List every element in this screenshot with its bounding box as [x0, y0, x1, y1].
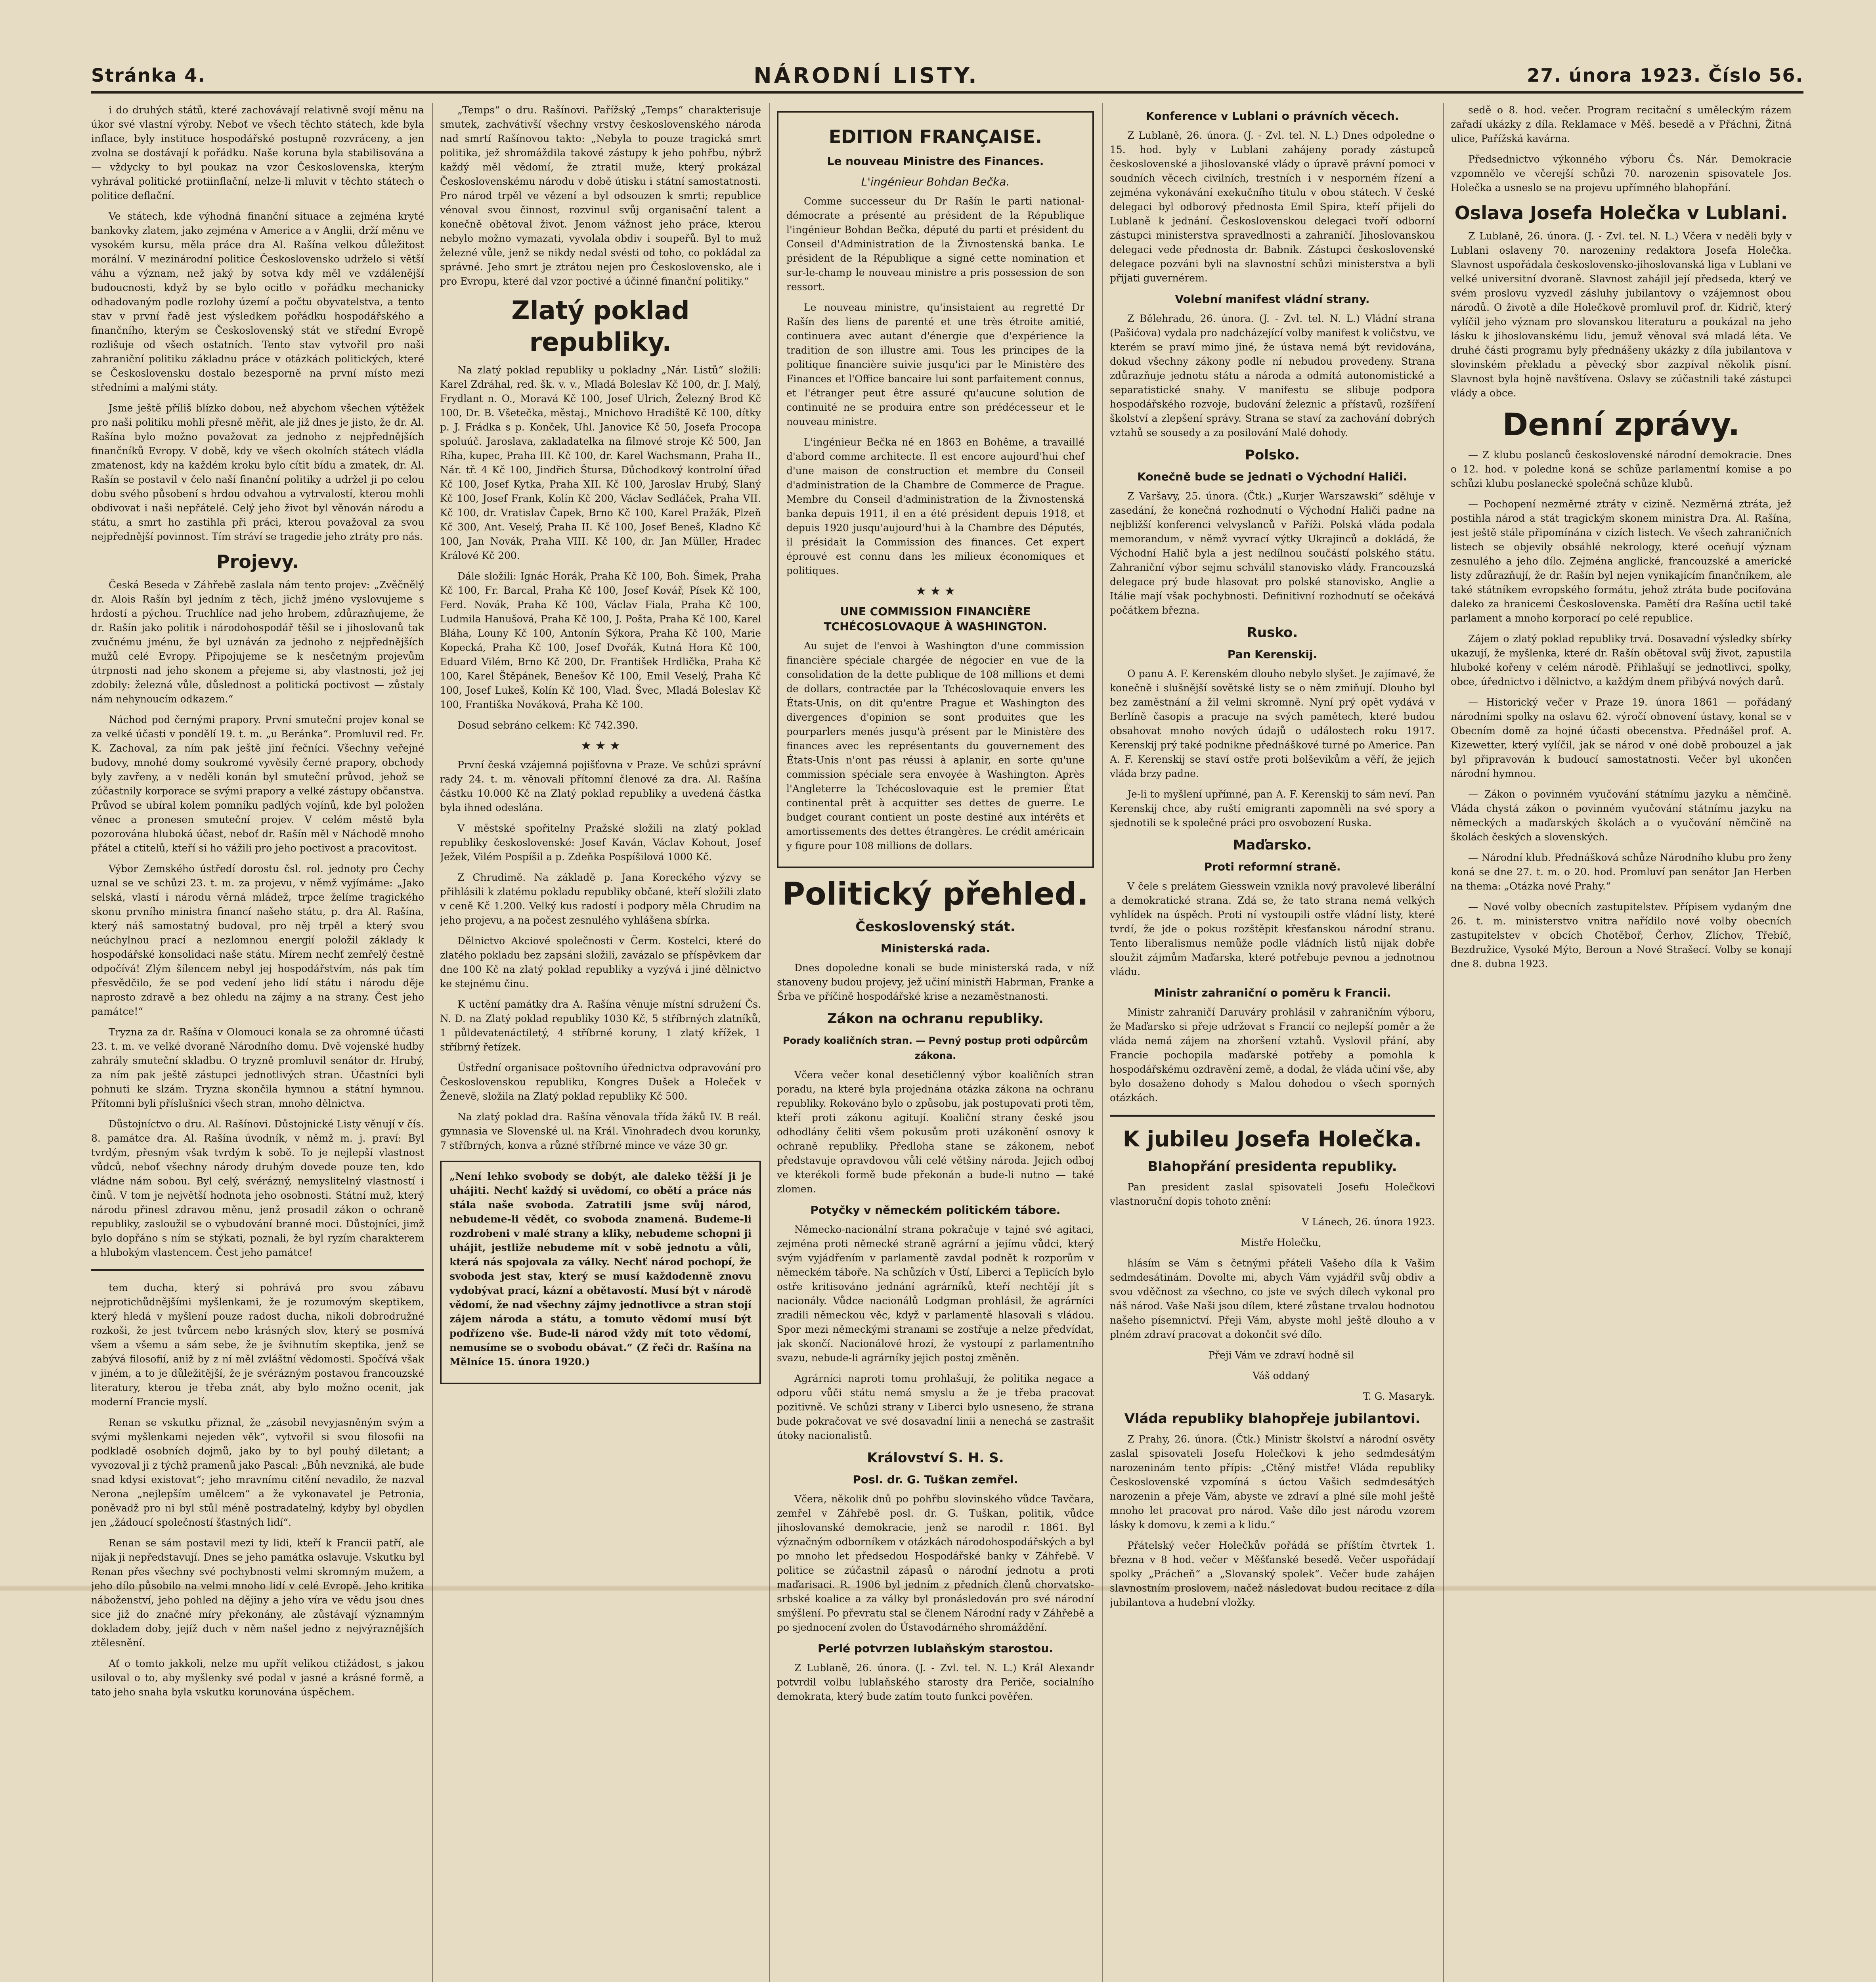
section-heading: K jubileu Josefa Holečka.	[1123, 1127, 1422, 1152]
section-heading: Politický přehled.	[782, 876, 1089, 912]
donor-total: Dosud sebráno celkem: Kč 742.390.	[457, 719, 639, 731]
article-paragraph: Výbor Zemského ústředí dorostu čsl. rol. jednoty pro Čechy uznal se ve schůzi 23. t. m. za projevu, v němž vyjímáme: „Jako selská, vlastí i národu věrná mládež, trpce želíme tragického skonu prvního ministra financí našeho státu, p. dra Al. Rašína, který náš samostatný budoval, pro něj trpěl a který svou neúchylnou prací a nezlomnou energií položil základy k hospodářské konsolidaci naše státu. Mírem nechť zemřelý čestně odpočívá! Zlým šílencem nebyl jej hospodářstvím, nás pak tím přesvědčilo, že se pod vedení jeho lidí státu i národu děje naprosto zdravě a bez ohledu na zájmy a na strany. Čest jeho památce!“	[91, 863, 424, 1017]
page-header	[91, 59, 1803, 94]
article-paragraph: Náchod pod černými prapory. První smuteční projev konal se za velké účasti v pondělí 19. t. m. „u Beránka“. Promluvil red. Fr. K. Zachoval, za ním pak ještě jiní řečníci. Všechny veřejné budovy, mnohé domy soukromé vyvěsily černé prapory, obchody byly zavřeny, a v neděli konán byl smuteční průvod, jehož se zúčastnily korporace se svými prapory a velké zástupy občanstva. Průvod se ubíral kolem pomníku padlých vojínů, kde byl položen věnec a pronesen smuteční projev. V celém městě byla pozorována hluboká účast, neboť dr. Rašín měl v Náchodě mnoho přátel a ctitelů, kteří si ho vážili pro jeho poctivost a pracovitost.	[91, 714, 424, 854]
article-paragraph: V čele s prelátem Giesswein vznikla nový pravolevé liberální a demokratické strana. Zdá se, že tato strana nemá velkých vyhlídek na úspěch. Proti ní vystoupili ostře vládní listy, které tvrdí, že jde o pokus rozštěpit křesťanskou národní stranu. Tento liberalismus nemůže podle vládních listů nijak dobře sloužit zájmům Maďarska, které potřebuje pevnou a jednotnou vládu.	[1110, 880, 1435, 978]
letter-body: hlásím se Vám s četnými přáteli Vašeho díla k Vašim sedmdesátinám. Dovolte mi, abych Vám vyjádřil svůj obdiv a svou vděčnost za všechno, co jste ve svých dílech vykonal pro náš národ. Vaše Naši jsou dílem, které zůstane trvalou hodnotou našeho písemnictví. Přeji Vám, abyste mohl ještě dlouho a v plném zdraví pracovat a dokončit své dílo.	[1110, 1257, 1435, 1340]
article-heading: Zákon na ochranu republiky.	[827, 1011, 1044, 1027]
article-paragraph: Le nouveau ministre, qu'insistaient au regretté Dr Rašín des liens de parenté et une très étroite amitié, continuera avec autant d'énergie que d'expérience la tradition de son illustre ami. Tous les principes de la politique financière suivie jusqu'ici par le Ministère des Finances et l'Office bancaire lui sont parfaitement connus, et l'étranger peut être assuré qu'aucune solution de continuité ne se produira entre son prédécesseur et le nouveau ministre.	[786, 302, 1084, 427]
article-paragraph: Předsednictvo výkonného výboru Čs. Nár. Demokracie vzpomnělo ve včerejší schůzi 70. narozenin spisovatele Jos. Holečka a usneslo se na projevu upřímného blahopřání.	[1451, 153, 1792, 193]
article-divider	[91, 1269, 424, 1271]
subsection-heading: Československý stát.	[855, 919, 1015, 935]
column-2	[440, 103, 761, 1982]
column-rule	[769, 103, 770, 1982]
article-paragraph: Je-li to myšlení upřímné, pan A. F. Kerenskij to sám neví. Pan Kerenskij chce, aby ruští emigranti zapomněli na své spory a sjednotili se k společné práci pro osvobození Ruska.	[1110, 788, 1435, 828]
letter-closing: Přeji Vám ve zdraví hodně sil	[1208, 1349, 1354, 1361]
article-paragraph: Comme successeur du Dr Rašín le parti national-démocrate a présenté au président de la République l'ingénieur Bohdan Bečka, député du parti et président du Conseil d'Administration de la Živnostenská banka. Le président de la République a signé cette nomination et sur-le-champ le nouveau ministre a pris possession de son ressort.	[786, 195, 1084, 293]
article-heading: Konference v Lublani o právních věcech.	[1145, 109, 1399, 122]
feuilleton-paragraph: Renan se sám postavil mezi ty lidi, kteří k Francii patří, ale nijak ji nepředstavují. Dnes se jeho památka oslavuje. Vskutku byl Renan přes všechny své pochybnosti velmi skromným mužem, a jeho dílo působilo na velmi mnoho lidí v celé Evropě. Jeho kritika náboženství, jeho pohled na dějiny a jeho víra ve vědu jsou dnes sice již do značné míry překonány, ale zůstávají významným dokladem doby, jejíž duch v něm našel jedno z nejvýraznějších ztělesnění.	[91, 1537, 424, 1649]
article-paragraph: Zájem o zlatý poklad republiky trvá. Dosavadní výsledky sbírky ukazují, že myšlenka, které dr. Rašín obětoval svůj život, zapustila hluboké kořeny v celém národě. Přihlašují se jednotlivci, spolky, obce, úřednictvo i dělnictvo, a každým dnem přibývá nových darů.	[1451, 633, 1792, 687]
article-paragraph: První česká vzájemná pojišťovna v Praze. Ve schůzi správní rady 24. t. m. věnovali přítomní členové za dra. Al. Rašína částku 10.000 Kč na Zlatý poklad republiky a uvedená částka byla ihned odeslána.	[440, 759, 761, 813]
header-date-issue: 27. února 1923. Číslo 56.	[1527, 65, 1803, 86]
article-paragraph: Z Lublaně, 26. února. (J. - Zvl. tel. N. L.) Dnes odpoledne o 15. hod. byly v Lublani zahájeny porady zástupců československé a jihoslovanské vlády o úpravě právní pomoci v soudních věcech civilních, trestních i v nesporném řízení a zejména vykonávání exekučního titulu v obou státech. V české delegaci byl odborový přednosta Emil Spira, kteří přijeli do Lublaně k jednání. Československou delegaci tvoří odborní zástupci ministerstva spravedlnosti a zahraničí. Jihoslovanskou delegaci vede přednosta dr. Babnik. Zástupci československé delegace pozváni byli na slavnostní schůzi ministerstva a byli přijati guvernérem.	[1110, 130, 1435, 284]
article-paragraph: — Historický večer v Praze 19. února 1861 — pořádaný národními spolky na oslavu 62. výročí obnovení ústavy, konal se v Obecním domě za hojné účasti obecenstva. Přednášel prof. A. Kizewetter, který vylíčil, jak se národ v oné době probouzel a jak byl připravován k budoucí samostatnosti. Večer byl ukončen národní hymnou.	[1451, 696, 1792, 779]
article-heading: Perlé potvrzen lublaňským starostou.	[818, 1642, 1053, 1655]
article-paragraph: Pan president zaslal spisovateli Josefu Holečkovi vlastnoruční dopis tohoto znění:	[1110, 1181, 1435, 1207]
article-paragraph: Ústřední organisace poštovního úřednictva odpravování pro Československou republiku, Kongres Dušek a Holeček v Ženevě, složila na Zlatý poklad republiky Kč 500.	[440, 1062, 761, 1102]
feuilleton-paragraph: Ať o tomto jakkoli, nelze mu upřít velikou ctižádost, s jakou usiloval o to, aby myšlenky své podal v jasné a krásné formě, a tato jeho snaha byla vskutku korunována úspěchem.	[91, 1658, 424, 1698]
article-divider	[1110, 1115, 1435, 1117]
article-paragraph: — Z klubu poslanců československé národní demokracie. Dnes o 12. hod. v poledne koná se schůze parlamentní komise a po schůzi klubu poslanecké společná schůze klubů.	[1451, 449, 1792, 489]
article-paragraph: Jsme ještě příliš blízko dobou, než abychom všechen výtěžek pro naši politiku mohli přesně měřit, ale již dnes je jisto, že dr. Al. Rašína bylo možno považovat za jednoho z nejpřednějších finančníků Evropy. V době, kdy ve všech okolních státech vládla zmatenost, kdy na každém kroku bylo cítit bídu a zmatek, dr. Al. Rašín se postavil v čelo naší finanční politiky a udržel ji po celou dobu svého působení s hrdou odvahou a vytrvalostí, kterou mohli obdivovat i naši nepřátelé. Celý jeho život byl věnován národu a státu, a smrt ho zastihla při práci, kterou považoval za svou nejpřednější povinnost. Tím stráví se tragedie jeho ztráty pro nás.	[91, 402, 424, 542]
column-1	[91, 103, 424, 1982]
donor-list: Na zlatý poklad republiky u pokladny „Nár. Listů“ složili: Karel Zdráhal, red. šk. v. v., Mladá Boleslav Kč 100, dr. J. Malý, Frydlant n. O., Moravá Kč 100, Josef Ulrich, Železný Brod Kč 100, Dr. B. Všetečka, městaj., Mnichovo Hradiště Kč 100, dítky p. J. Frádka s p. Konček, Uhl. Janovice Kč 50, Josefa Procopa spoluúč. Jaroslava, zakladatelka na filmové stroje Kč 500, Jan Ríha, kupec, Praha III. Kč 100, dr. Karel Wachsmann, Praha II., Nár. tř. 4 Kč 100, Jindřich Štursa, Důchodkový kontrolní úřad Kč 100, Josef Kytka, Praha XII. Kč 100, Jaroslav Hrubý, Slaný Kč 100, Josef Frank, Kolín Kč 200, Václav Sedláček, Praha VII. Kč 100, dr. Vratislav Čapek, Brno Kč 100, Karel Pražák, Plzeň Kč 300, Ant. Veselý, Praha II. Kč 100, Josef Beneš, Kladno Kč 100, Jan Novák, Praha VIII. Kč 100, dr. Jan Müller, Hradec Králové Kč 200.	[440, 364, 761, 561]
article-paragraph: Včera, několik dnů po pohřbu slovinského vůdce Tavčara, zemřel v Záhřebě posl. dr. G. Tuškan, politik, vůdce jihoslovanské demokracie, jenž se narodil r. 1861. Byl význačným odborníkem v otázkách národohospodářských a byl po mnoho let předsedou Hospodářské banky v Záhřebě. V politice se zúčastnil zápasů o národní jednotu a proti maďarisaci. R. 1906 byl jedním z předních členů chorvatsko-srbské koalice a za války byl pronásledován pro své národní smýšlení. Po převratu stal se členem Národní rady v Záhřebě a po sjednocení zvolen do Ústavodárného shromáždění.	[777, 1493, 1094, 1633]
section-separator: ★ ★ ★	[581, 739, 620, 753]
article-paragraph: L'ingénieur Bečka né en 1863 en Bohême, a travaillé d'abord comme architecte. Il est encore aujourd'hui chef d'une maison de construction et membre du Conseil d'administration de la Chambre de Commerce de Prague. Membre du Conseil d'administration de la Živnostenská banka depuis 1911, il en a été président depuis 1918, et depuis 1920 jusqu'aujourd'hui à la Chambre des Députés, il présidait la Commission des finances. Cet expert éprouvé est connu dans les milieux économiques et politiques.	[786, 436, 1084, 576]
article-heading: Proti reformní straně.	[1204, 860, 1341, 873]
article-paragraph: — Národní klub. Přednášková schůze Národního klubu pro ženy koná se dne 27. t. m. o 20. hod. Promluví pan senátor Jan Herben na thema: „Otázka nové Prahy.“	[1451, 852, 1792, 892]
article-paragraph: Německo-nacionální strana pokračuje v tajné své agitaci, zejména proti německé straně agrární a jejímu vůdci, který svým vyjádřením v parlamentě zavdal podnět k rozporům v německém táboře. Na schůzích v Ústí, Liberci a Teplicích bylo ostře kritisováno jednání agrárníků, kteří nechtějí jít s nacionály. Vůdce nacionálů Lodgman prohlásil, že agrárníci zradili německou věc, když v parlamentě hlasovali s vládou. Spor mezi německými stranami se zostřuje a nelze předvídat, jak skončí. Nacionálové hrozí, že vystoupí z parlamentního svazu, nebude-li agrárníky jejich postoj změněn.	[777, 1224, 1094, 1364]
letter-signature: T. G. Masaryk.	[1363, 1391, 1435, 1402]
article-heading: Blahopřání presidenta republiky.	[1147, 1159, 1397, 1175]
column-rule	[1102, 103, 1103, 1982]
column-rule	[432, 103, 433, 1982]
article-paragraph: Dělnictvo Akciové společnosti v Čerm. Kostelci, které do zlatého pokladu bez zapsáni složili, zavázalo se příspěvkem dar dne 100 Kč na zlatý poklad republiky a vyzývá i jiné dělnictvo ke stejnému činu.	[440, 935, 761, 989]
article-paragraph: sedě o 8. hod. večer. Program recitační s uměleckým rázem zařadí ukázky z díla. Reklamace v Měš. besedě a v Přáchni, Žitná ulice, Pařížská kavárna.	[1451, 104, 1792, 144]
article-paragraph: Z Chrudimě. Na základě p. Jana Koreckého výzvy se přihlásili k zlatému pokladu republiky občané, kteří složili zlato v ceně Kč 1.200. Velký kus radostí i podpory měla Chrudim na jeho projevu, a na počest zesnulého vyhlášena sbírka.	[440, 872, 761, 926]
article-paragraph: Z Bělehradu, 26. února. (J. - Zvl. tel. N. L.) Vládní strana (Pašićova) vydala pro nadcházející volby manifest k voličstvu, ve kterém se praví mimo jiné, že ústava nemá být revidována, dokud všechny zákony podle ní nebudou provedeny. Strana zdůrazňuje jednotu státu a národa a odmítá autonomistické a separatistické snahy. V manifestu se slibuje podpora hospodářského rozvoje, budování železnic a přístavů, rozšíření školství a zlepšení správy. Strana se staví za zachování dobrých vztahů se sousedy a za posilování Malé dohody.	[1110, 313, 1435, 438]
article-paragraph: O panu A. F. Kerenském dlouho nebylo slyšet. Je zajímavé, že konečně i slušnější sovětské listy se o něm zmiňují. Dlouho byl bez zaměstnání a žil velmi skromně. Nyní prý opět vydává v Berlíně časopis a pracuje na svých pamětech, které budou obsahovat mnoho nových údajů o událostech roku 1917. Kerenskij prý také podnikne přednáškové turné po Americe. Pan A. F. Kerenskij se staví ostře proti bolševikům a věří, že jejich vláda brzy padne.	[1110, 668, 1435, 779]
feuilleton-paragraph: Renan se vskutku přiznal, že „zásobil nevyjasněným svým a svými myšlenkami nejeden věk“, vytvořil si svou filosofii na podkladě osobních dojmů, jako by to byl pouhý diletant; a vyvozoval ji z týchž pramenů jako Pascal: „Bůh nevzniká, ale bude snad kdysi existovat“; jeho mravnímu citění nevadilo, že nazval Nerona „nejlepším umělcem“ a že vykonavatel je Petronia, poněvadž pro ni byl stůl méně postradatelný, kdyby byl obydlen jen „žádoucí společností šťastných lidí“.	[91, 1417, 424, 1528]
letter-salutation: Mistře Holečku,	[1240, 1237, 1321, 1248]
quote-box	[440, 1161, 761, 1384]
article-paragraph: Ministr zahraničí Daruváry prohlásil v zahraničním výboru, že Maďarsko si přeje udržovat s Francií co nejlepší poměr a že vláda nemá zájem na zhoršení vztahů. Vyslovil přání, aby Francie pochopila maďarské potřeby a pomohla k hospodářskému ozdravění země, a dodal, že vláda učiní vše, aby bylo dosaženo dohody s Malou dohodou o všech sporných otázkách.	[1110, 1006, 1435, 1104]
article-heading: Vláda republiky blahopřeje jubilantovi.	[1124, 1411, 1421, 1427]
article-heading: Volební manifest vládní strany.	[1175, 293, 1370, 306]
article-heading: UNE COMMISSION FINANCIÈRE TCHÉCOSLOVAQUE À WASHINGTON.	[824, 605, 1047, 633]
article-paragraph: Dnes dopoledne konali se bude ministerská rada, v níž stanoveny budou projevy, jež učiní ministři Habrman, Franke a Šrba ve příčině hospodářské krise a nezaměstnanosti.	[777, 962, 1094, 1002]
article-paragraph: Přátelský večer Holečkův pořádá se příštím čtvrtek 1. března v 8 hod. večer v Měšťanské besedě. Večer uspořádají spolky „Prácheň“ a „Slovanský spolek“. Večer bude zahájen slavnostním proslovem, načež následovat budou recitace z díla jubilantova a hudební vložky.	[1110, 1540, 1435, 1608]
article-heading: Ministerská rada.	[880, 942, 991, 955]
article-paragraph: Z Lublaně, 26. února. (J. - Zvl. tel. N. L.) Včera v neděli byly v Lublani oslaveny 70. narozeniny redaktora Josefa Holečka. Slavnost uspořádala československo-jihoslovanská liga v Lublani ve velké universitní dvoraně. Slavnost zahájil její předseda, který ve svém proslovu vyzvedl zásluhy jubilantovy o vzájemnost obou národů. O životě a díle Holečkově promluvil prof. dr. Kidrič, který vylíčil jeho význam pro slovanskou literaturu a poukázal na jeho lásku k jihoslovanskému lidu, jemuž věnoval svá mladá léta. Ve druhé části programu byly přednášeny ukázky z díla jubilantova v slovinském překladu a pěvecký sbor zazpíval několik písní. Slavnost byla hojně navštívena. Oslavy se zúčastnili také zástupci vlády a obce.	[1451, 230, 1792, 399]
letter-closing: Váš oddaný	[1253, 1370, 1310, 1381]
section-heading: Oslava Josefa Holečka v Lublani.	[1454, 202, 1788, 224]
article-paragraph: Ve státech, kde výhodná finanční situace a zejména kryté bankovky zlatem, jako zejména v Americe a v Anglii, drží měnu ve vysokém kursu, měla práce dra Al. Rašína velkou důležitost morální. V mezinárodní politice Československo udrželo si větší váhu a význam, než jaký by sotva kdy měl ve vzdálenější budoucnosti, když by se bylo ocitlo v pořádku mechanicky odhadovaným podle rozlohy území a počtu obyvatelstva, a tento stav v první řadě jest výsledkem pořádku hospodářského a finančního, kterým se Československý stát ve střední Evropě rozlišuje od všech ostatních. Tento stav vytvořil pro naši zahraniční politiku základnu práce v otázkách politických, které se Československu dostalo bezesporně na první místo mezi středními a malými státy.	[91, 210, 424, 393]
article-paragraph: Z Lublaně, 26. února. (J. - Zvl. tel. N. L.) Král Alexandr potvrdil volbu lublaňského starosty dra Periče, socialního demokrata, který bude zatím touto funkci pověřen.	[777, 1662, 1094, 1702]
article-paragraph: V městské spořitelny Pražské složili na zlatý poklad republiky československé: Josef Kaván, Václav Kohout, Josef Ježek, Vilém Pospíšil a p. Zdeňka Pospíšilová 1000 Kč.	[440, 823, 761, 863]
column-rule	[1443, 103, 1444, 1982]
quote-text: „Není lehko svobody se dobýt, ale daleko těžší ji je uhájiti. Nechť každý si uvědomí, co obětí a práce nás stála naše svoboda. Zatratili jsme svůj národ, nebudeme-li vědět, co svoboda znamená. Budeme-li rozdrobeni v malé strany a kliky, nebudeme schopni ji uhájit, jestliže nebudeme mít v sobě jednotu a vůli, která nás spojovala za války. Nechť národ pochopí, že svoboda jest stav, který se musí každodenně znovu vydobývat prací, kázní a obětavostí. Musí být v národě vědomí, že nad všechny zájmy jednotlivce a stran stojí zájem národa a státu, a tomuto vědomí musí být podřízeno vše. Bude-li národ vždy mít toto vědomí, nemusíme se o svobodu obávat.“ (Z řeči dr. Rašína na Mělníce 15. února 1920.)	[449, 1171, 752, 1368]
article-heading: Potyčky v německém politickém tábore.	[810, 1203, 1061, 1217]
article-paragraph: Na zlatý poklad dra. Rašína věnovala třída žáků IV. B reál. gymnasia ve Slovenské ul. na Král. Vinohradech dvou korunky, 7 stříbrných, konva a různé stříbrné mince ve váze 30 gr.	[440, 1111, 761, 1151]
section-heading: Denní zprávy.	[1502, 407, 1740, 443]
column-3	[777, 103, 1094, 1982]
donor-list: Dále složili: Ignác Horák, Praha Kč 100, Boh. Šimek, Praha Kč 100, Fr. Barcal, Praha Kč 100, Josef Kovář, Písek Kč 100, Ferd. Novák, Praha Kč 100, Václav Fiala, Praha Kč 100, Ludmila Hanušová, Praha Kč 100, J. Pošta, Praha Kč 100, Karel Bláha, Louny Kč 100, Antonín Sýkora, Praha Kč 100, Marie Kopecká, Praha Kč 100, Josef Dvořák, Kutná Hora Kč 100, Eduard Vilém, Brno Kč 200, Dr. František Hrdlička, Praha Kč 100, Karel Štěpánek, Benešov Kč 100, Emil Veselý, Praha Kč 100, Josef Lukeš, Kolín Kč 100, Vlad. Švec, Mladá Boleslav Kč 100, Františka Nováková, Praha Kč 100.	[440, 570, 761, 710]
article-subheading: Porady koaličních stran. — Pevný postup proti odpůrcům zákona.	[783, 1035, 1088, 1061]
edition-title: EDITION FRANÇAISE.	[828, 126, 1042, 147]
article-heading: Ministr zahraniční o poměru k Francii.	[1153, 986, 1391, 999]
article-paragraph: — Zákon o povinném vyučování státnímu jazyku a němčině. Vláda chystá zákon o povinném vyučování státnímu jazyku na německých a maďarských školách a o vyučování němčině na školách českých a slovenských.	[1451, 788, 1792, 843]
section-separator: ★ ★ ★	[916, 584, 955, 598]
article-paragraph: Au sujet de l'envoi à Washington d'une commission financière spéciale chargée de négocier en vue de la consolidation de la dette publique de 108 millions et demi de dollars, contractée par la Tchécoslovaquie envers les États-Unis, on dit qu'entre Prague et Washington des divergences d'opinion se sont produites que les pourparlers menés jusqu'à présent par le Ministère des finances avec les représentants du gouvernement des États-Unis n'ont pas réussi à aplanir, en sorte qu'une commission spéciale sera envoyée à Washington. Après l'Angleterre la Tchécoslovaquie est le premier État continental prêt à acquitter ses dettes de guerre. Le budget courant contient un poste destiné aux intérêts et amortissements des dettes étrangères. Le crédit américain y figure pour 108 millions de dollars.	[786, 640, 1084, 851]
column-4	[1110, 103, 1435, 1982]
section-heading: Zlatý poklad republiky.	[511, 296, 690, 357]
section-heading: Projevy.	[216, 551, 299, 572]
subsection-heading: Rusko.	[1247, 625, 1298, 641]
header-page-number: Stránka 4.	[91, 65, 206, 86]
column-5	[1451, 103, 1792, 1982]
article-heading: Posl. dr. G. Tuškan zemřel.	[853, 1473, 1018, 1486]
article-paragraph: — Pochopení nezměrné ztráty v cizině. Nezměrná ztráta, jež postihla národ a stát tragickým skonem ministra Dra. Al. Rašína, jest ještě stále připomínána v cizích listech. Ve všech zahraničních listech se objevily obsáhlé nekrology, které oceňují význam zesnulého a jeho dílo. Zejména anglické, francouzské a americké listy zdůrazňují, že dr. Rašín byl nejen vynikajícím finančníkem, ale také státníkem evropského formátu, jehož ztráta bude pociťována daleko za hranicemi Československa. Pamětí dra Rašína uctil také parlament a mnoho korporací po celé republice.	[1451, 498, 1792, 624]
article-heading: Konečně bude se jednati o Východní Haliči.	[1137, 470, 1407, 483]
article-paragraph: Důstojníctvo o dru. Al. Rašínovi. Důstojnické Listy věnují v čís. 8. památce dra. Al. Rašína úvodník, v němž m. j. praví: Byl tvrdým, přesným však tvrdým k sobě. To je nejlepší vlastnost vůdců, neboť všechny národy druhým dovede pouze ten, kdo vládne nám sobou. Byl celý, svérázný, nemyslitelný vlastností i činů. V tom je největší hodnota jeho osobnosti. Státní muž, který národu přinesl zdravou měnu, jenž prosadil zákon o ochraně republiky, zasloužil se o vybudování branné moci. Důstojníci, jimž bylo dopřáno s ním se stýkati, poznali, že byl ryzím charakterem a hlubokým vlastencem. Čest jeho památce!	[91, 1118, 424, 1258]
article-paragraph: „Temps“ o dru. Rašínovi. Pařížský „Temps“ charakterisuje smutek, zachvátivší všechny vrstvy československého národa nad smrtí Rašínovou takto: „Nebyla to pouze tragická smrt politika, jež shromáždila takové zástupy k jeho pohřbu, nýbrž každý měl vědomí, že ztratil muže, který prokázal Československému národu v době útisku i státní samostatnosti. Pro národ trpěl ve vězení a byl odsouzen k smrti; republice vénoval svou činnost, rozvinul svůj organisační talent a konečně obětoval život. Jenom vážnost jeho práce, kterou nebylo možno vymazati, vyvolala obdiv i soupeřů. Byl to muž železné vůle, jenž se nikdy nedal svésti od toho, co pokládal za správné. Jeho smrt je ztrátou nejen pro Československo, ale i pro Evropu, které dal vzor poctivé a účinné finanční politiky.“	[440, 104, 761, 287]
letter-date: V Lánech, 26. února 1923.	[1302, 1216, 1435, 1228]
french-edition-box	[777, 111, 1094, 868]
article-paragraph: i do druhých států, které zachovávají relativně svojí měnu na úkor své vlastní výroby. Neboť ve všech těchto státech, kde byla inflace, byly instituce hospodářské postupně rozvráceny, a jen zvolna se dostávají k pořádku. Naše koruna byla stabilisována a — vždycky to byl poukaz na vzor Československa, kterým vyhrával politické protiinflační, nelze-li mluvit v těchto státech o politice deflační.	[91, 104, 424, 201]
edition-author: L'ingénieur Bohdan Bečka.	[861, 175, 1010, 188]
feuilleton-paragraph: tem ducha, který si pohrává pro svou zábavu nejprotichůdnějšími myšlenkami, že je rozumovým skeptikem, který hledá v myšlení pouze radost ducha, nikoli dobrodružné rozkoši, že jest tvůrcem nebo krásných slov, který se posmívá všem a všemu a sám sebe, že je švihnutím skeptika, jenž se zabývá filosofií, aniž by z ní měl zvláštní vědomosti. Spočívá však v jiném, a to je důležitější, že je svérázným postavou francouzské literatury, kterou je třeba znát, aby bylo možno ocenit, jak moderní Francie myslí.	[91, 1282, 424, 1408]
article-paragraph: Agrárníci naproti tomu prohlašují, že politika negace a odporu vůči státu nemá smyslu a že je třeba pracovat pozitivně. Ve schůzi strany v Liberci bylo usneseno, že strana bude pokračovat ve své dosavadní linii a nenechá se zastrašit útoky nacionalistů.	[777, 1373, 1094, 1441]
article-paragraph: Z Varšavy, 25. února. (Čtk.) „Kurjer Warszawski“ sděluje v zasedání, že konečná rozhodnutí o Východní Haliči padne na nejbližší konferenci velvyslanců v Paříži. Polská vláda podala memorandum, v němž vyvrací výtky Ukrajinců a dokládá, že Východní Halič byla a jest nedílnou součástí polského státu. Zahraniční výbor sejmu schválil stanovisko vlády. Francouzská delegace prý bude hlasovat pro polské stanovisko, Anglie a Itálie mají však pochybnosti. Definitivní rozhodnutí se očekává počátkem března.	[1110, 490, 1435, 616]
header-masthead: NÁRODNÍ LISTY.	[753, 63, 979, 88]
article-paragraph: Z Prahy, 26. února. (Čtk.) Ministr školství a národní osvěty zaslal spisovateli Josefu Holečkovi k jeho sedmdesátým narozeninám tento přípis: „Ctěný mistře! Vláda republiky Československé vzpomíná s úctou Vašich sedmdesátých narozenin a přeje Vám, abyste ve zdraví a plné síle mohl ještě mnoho let pracovat pro národ. Vaše dílo jest národu vzorem lásky k domovu, k zemi a k lidu.“	[1110, 1433, 1435, 1531]
edition-subtitle: Le nouveau Ministre des Finances.	[827, 155, 1044, 168]
article-heading: Pan Kerenskij.	[1227, 648, 1318, 661]
subsection-heading: Polsko.	[1245, 447, 1300, 463]
subsection-heading: Maďarsko.	[1233, 837, 1312, 853]
article-paragraph: Česká Beseda v Záhřebě zaslala nám tento projev: „Zvěčnělý dr. Alois Rašín byl jedním z těch, jichž jméno vyslovujeme s hrdostí a pýchou. Truchlíce nad jeho hrobem, zdůrazňujeme, že dr. Rašín jako politik i národohospodář těšil se i jihoslovanů tak zvučnému jménu, že byl uznáván za jednoho z nejpřednějších mužů celé Evropy. Připojujeme se k nesčetným projevům útrpnosti nad jeho skonem a přejeme si, aby vlastnosti, jež jej zdobily: železná vůle, důslednost a politická poctivost — zůstaly nám nehynoucím odkazem.“	[91, 579, 424, 705]
article-paragraph: K uctění památky dra A. Rašína věnuje místní sdružení Čs. N. D. na Zlatý poklad republiky 1030 Kč, 5 stříbrných zlatníků, 1 půldevatenáctiletý, 4 stříbrné koruny, 1 zlatý křížek, 1 stříbrný řetízek.	[440, 999, 761, 1053]
article-paragraph: Včera večer konal desetičlenný výbor koaličních stran poradu, na které byla projednána otázka zákona na ochranu republiky. Rokováno bylo o způsobu, jak postupovati proti těm, kteří proti zákonu agitují. Koaliční strany české jsou odhodlány čeliti všem pokusům proti uzákonění osnovy k ochraně republiky. Předloha stane se zákonem, neboť představuje opravdovou vůli celé většiny národa. Jejich odboj ve kterékoli formě bude překonán a bude-li nutno — také zlomen.	[777, 1069, 1094, 1195]
subsection-heading: Království S. H. S.	[867, 1450, 1004, 1466]
article-paragraph: Tryzna za dr. Rašína v Olomouci konala se za ohromné účasti 23. t. m. ve velké dvoraně Národního domu. Dvě vojenské hudby zahrály smuteční skladbu. O tryzně promluvil senátor dr. Hrubý, za ním pak ještě zástupci jednotlivých stran. Účastníci byli pohnuti ke slzám. Tryzna skončila hymnou a státní hymnou. Přítomni byli příslušníci všech stran, mnoho dělnictva.	[91, 1026, 424, 1109]
article-paragraph: — Nové volby obecních zastupitelstev. Přípisem vydaným dne 26. t. m. ministerstvo vnitra nařídilo nové volby obecních zastupitelstev v obcích Chotěboř, Čerhov, Zlíchov, Třebíč, Bezdružice, Vysoké Mýto, Beroun a Nové Strašecí. Volby se konají dne 8. dubna 1923.	[1451, 901, 1792, 970]
